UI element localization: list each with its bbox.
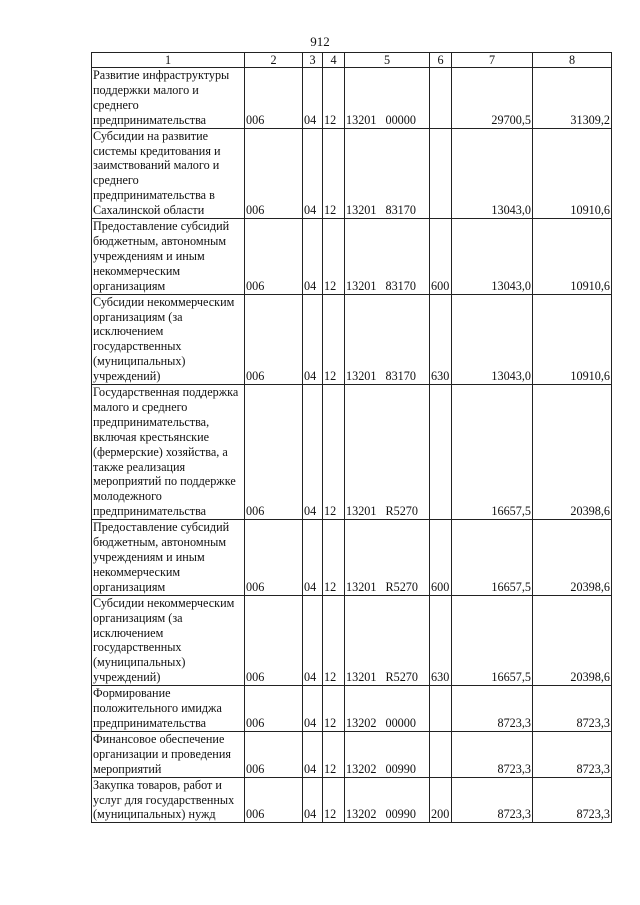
code-part-b: 83170 <box>385 369 416 384</box>
cell-col3: 04 <box>303 128 323 218</box>
table-row <box>92 128 612 218</box>
cell-col4: 12 <box>323 294 345 384</box>
cell-col4: 12 <box>323 777 345 823</box>
cell-col5 <box>345 686 430 732</box>
cell-col5 <box>345 731 430 777</box>
cell-col8: 31309,2 <box>533 68 612 129</box>
row-name: Финансовое обеспечение организации и проведения мероприятий <box>92 731 245 777</box>
cell-col6: 200 <box>430 777 452 823</box>
cell-col4: 12 <box>323 520 345 596</box>
cell-col5 <box>345 128 430 218</box>
header-cell-1: 1 <box>92 53 245 68</box>
cell-col5 <box>345 68 430 129</box>
cell-col8: 10910,6 <box>533 219 612 295</box>
header-cell-3: 3 <box>303 53 323 68</box>
cell-col2: 006 <box>245 595 303 685</box>
code-part-b: 00000 <box>385 715 416 730</box>
cell-col5 <box>345 520 430 596</box>
cell-col6: 600 <box>430 520 452 596</box>
code-part-b: 83170 <box>385 203 416 218</box>
cell-col8: 20398,6 <box>533 520 612 596</box>
cell-col5 <box>345 385 430 520</box>
code-part-a: 13201 <box>346 112 377 127</box>
cell-col2: 006 <box>245 128 303 218</box>
table-row <box>92 731 612 777</box>
cell-col6 <box>430 385 452 520</box>
cell-col3: 04 <box>303 686 323 732</box>
cell-col2: 006 <box>245 68 303 129</box>
code-part-b: 00990 <box>385 807 416 822</box>
table-row <box>92 385 612 520</box>
cell-col2: 006 <box>245 520 303 596</box>
cell-col3: 04 <box>303 385 323 520</box>
cell-col7: 8723,3 <box>452 777 533 823</box>
code-part-b: R5270 <box>385 670 418 685</box>
table-row <box>92 520 612 596</box>
row-name: Государственная поддержка малого и среднего предпринимательства, включая крестьянские (фермерские) хозяйства, а также реализация мероприятий по поддержке молодежного предпринимательства <box>92 385 245 520</box>
table-row <box>92 68 612 129</box>
cell-col7: 29700,5 <box>452 68 533 129</box>
code-part-a: 13201 <box>346 278 377 293</box>
table-row <box>92 686 612 732</box>
cell-col5 <box>345 219 430 295</box>
cell-col8: 20398,6 <box>533 385 612 520</box>
code-part-a: 13201 <box>346 203 377 218</box>
cell-col7: 8723,3 <box>452 686 533 732</box>
row-name: Предоставление субсидий бюджетным, автономным учреждениям и иным некоммерческим организациям <box>92 219 245 295</box>
cell-col2: 006 <box>245 777 303 823</box>
cell-col5 <box>345 294 430 384</box>
header-cell-6: 6 <box>430 53 452 68</box>
cell-col3: 04 <box>303 520 323 596</box>
cell-col8: 8723,3 <box>533 731 612 777</box>
code-part-a: 13202 <box>346 807 377 822</box>
cell-col2: 006 <box>245 294 303 384</box>
cell-col8: 8723,3 <box>533 686 612 732</box>
code-part-b: 00990 <box>385 761 416 776</box>
cell-col2: 006 <box>245 385 303 520</box>
table-row <box>92 777 612 823</box>
code-part-a: 13201 <box>346 670 377 685</box>
header-cell-7: 7 <box>452 53 533 68</box>
cell-col4: 12 <box>323 68 345 129</box>
cell-col7: 16657,5 <box>452 595 533 685</box>
row-name: Субсидии на развитие системы кредитования и заимствований малого и среднего предпринимательства в Сахалинской области <box>92 128 245 218</box>
table-row <box>92 294 612 384</box>
cell-col6 <box>430 686 452 732</box>
row-name: Субсидии некоммерческим организациям (за исключением государственных (муниципальных) учреждений) <box>92 294 245 384</box>
cell-col4: 12 <box>323 731 345 777</box>
row-name: Закупка товаров, работ и услуг для государственных (муниципальных) нужд <box>92 777 245 823</box>
cell-col4: 12 <box>323 219 345 295</box>
cell-col6: 600 <box>430 219 452 295</box>
cell-col6: 630 <box>430 294 452 384</box>
cell-col6: 630 <box>430 595 452 685</box>
header-cell-5: 5 <box>345 53 430 68</box>
cell-col3: 04 <box>303 595 323 685</box>
cell-col6 <box>430 68 452 129</box>
cell-col4: 12 <box>323 128 345 218</box>
row-name: Субсидии некоммерческим организациям (за исключением государственных (муниципальных) учреждений) <box>92 595 245 685</box>
cell-col3: 04 <box>303 68 323 129</box>
table-row <box>92 595 612 685</box>
cell-col4: 12 <box>323 595 345 685</box>
cell-col5 <box>345 777 430 823</box>
code-part-a: 13202 <box>346 715 377 730</box>
cell-col8: 10910,6 <box>533 128 612 218</box>
cell-col8: 8723,3 <box>533 777 612 823</box>
cell-col4: 12 <box>323 686 345 732</box>
header-cell-8: 8 <box>533 53 612 68</box>
code-part-a: 13201 <box>346 504 377 519</box>
code-part-a: 13201 <box>346 369 377 384</box>
cell-col6 <box>430 731 452 777</box>
header-cell-2: 2 <box>245 53 303 68</box>
row-name: Формирование положительного имиджа предпринимательства <box>92 686 245 732</box>
row-name: Предоставление субсидий бюджетным, автономным учреждениям и иным некоммерческим организациям <box>92 520 245 596</box>
cell-col8: 10910,6 <box>533 294 612 384</box>
cell-col3: 04 <box>303 777 323 823</box>
code-part-b: 83170 <box>385 278 416 293</box>
code-part-a: 13201 <box>346 579 377 594</box>
cell-col7: 16657,5 <box>452 385 533 520</box>
table-row <box>92 219 612 295</box>
cell-col4: 12 <box>323 385 345 520</box>
cell-col2: 006 <box>245 219 303 295</box>
cell-col5 <box>345 595 430 685</box>
cell-col8: 20398,6 <box>533 595 612 685</box>
header-row <box>92 53 612 68</box>
code-part-b: R5270 <box>385 504 418 519</box>
header-cell-4: 4 <box>323 53 345 68</box>
row-name: Развитие инфраструктуры поддержки малого и среднего предпринимательства <box>92 68 245 129</box>
code-part-b: R5270 <box>385 579 418 594</box>
cell-col7: 16657,5 <box>452 520 533 596</box>
cell-col3: 04 <box>303 731 323 777</box>
cell-col7: 8723,3 <box>452 731 533 777</box>
cell-col2: 006 <box>245 686 303 732</box>
code-part-b: 00000 <box>385 112 416 127</box>
cell-col3: 04 <box>303 294 323 384</box>
cell-col3: 04 <box>303 219 323 295</box>
page-number: 912 <box>310 34 330 49</box>
cell-col2: 006 <box>245 731 303 777</box>
cell-col7: 13043,0 <box>452 219 533 295</box>
code-part-a: 13202 <box>346 761 377 776</box>
budget-table <box>91 52 612 823</box>
cell-col6 <box>430 128 452 218</box>
cell-col7: 13043,0 <box>452 128 533 218</box>
cell-col7: 13043,0 <box>452 294 533 384</box>
